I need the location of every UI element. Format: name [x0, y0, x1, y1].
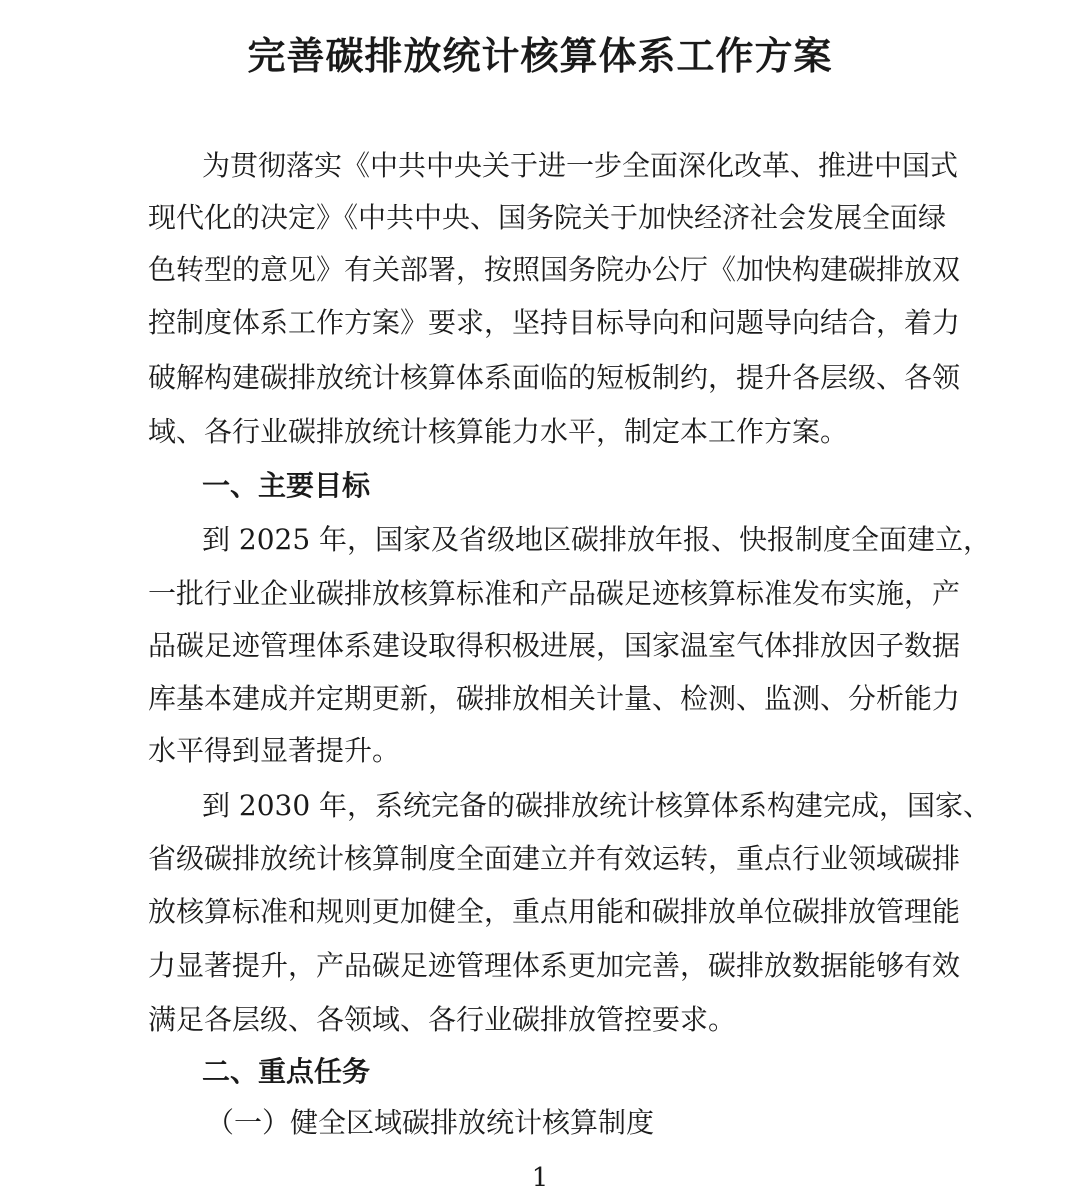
document-title: 完善碳排放统计核算体系工作方案	[247, 34, 833, 78]
goal-2025-line: 库基本建成并定期更新，碳排放相关计量、检测、监测、分析能力	[148, 682, 961, 715]
goal-2025-line: 品碳足迹管理体系建设取得积极进展，国家温室气体排放因子数据	[148, 629, 961, 662]
intro-line: 为贯彻落实《中共中央关于进一步全面深化改革、推进中国式	[202, 149, 959, 182]
page-number: 1	[531, 1163, 549, 1193]
subsection-heading: （一）健全区域碳排放统计核算制度	[206, 1106, 655, 1139]
intro-line: 破解构建碳排放统计核算体系面临的短板制约，提升各层级、各领	[148, 361, 961, 394]
intro-line: 控制度体系工作方案》要求，坚持目标导向和问题导向结合，着力	[148, 306, 961, 339]
intro-line: 域、各行业碳排放统计核算能力水平，制定本工作方案。	[148, 415, 849, 448]
goal-2025-line: 到 2025 年，国家及省级地区碳排放年报、快报制度全面建立，	[202, 523, 992, 556]
section-heading-key-tasks: 二、重点任务	[202, 1055, 371, 1088]
intro-line: 色转型的意见》有关部署，按照国务院办公厅《加快构建碳排放双	[148, 253, 961, 286]
goal-2025-line: 水平得到显著提升。	[148, 734, 401, 767]
goal-2030-line: 省级碳排放统计核算制度全面建立并有效运转，重点行业领域碳排	[148, 842, 961, 875]
goal-2030-line: 力显著提升，产品碳足迹管理体系更加完善，碳排放数据能够有效	[148, 949, 961, 982]
goal-2030-line: 放核算标准和规则更加健全，重点用能和碳排放单位碳排放管理能	[148, 895, 961, 928]
goal-2030-line: 到 2030 年，系统完备的碳排放统计核算体系构建完成，国家、	[202, 789, 992, 822]
goal-2025-line: 一批行业企业碳排放核算标准和产品碳足迹核算标准发布实施，产	[148, 577, 961, 610]
intro-line: 现代化的决定》《中共中央、国务院关于加快经济社会发展全面绿	[148, 201, 947, 234]
goal-2030-line: 满足各层级、各领域、各行业碳排放管控要求。	[148, 1003, 737, 1036]
section-heading-main-goals: 一、主要目标	[202, 469, 371, 502]
